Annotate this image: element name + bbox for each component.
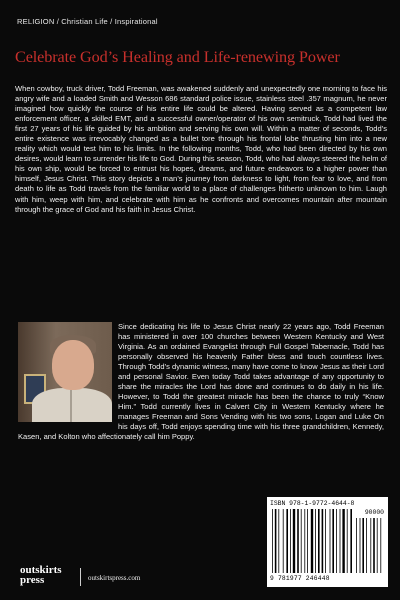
- author-bio-block: [18, 322, 384, 442]
- ean-digits: 9 781977 246448: [270, 575, 330, 582]
- publisher-logo-line1: outskirts: [20, 564, 62, 576]
- publisher-logo-line2: press: [20, 574, 45, 586]
- logo-divider: [80, 568, 81, 586]
- isbn-barcode: [267, 497, 388, 587]
- publisher-logo: [20, 565, 62, 586]
- publisher-website: outskirtspress.com: [88, 574, 141, 582]
- ean-barcode-bars: [272, 509, 352, 573]
- price-code: 90000: [364, 509, 384, 516]
- book-category: RELIGION / Christian Life / Inspirational: [17, 17, 158, 26]
- isbn-label: ISBN 978-1-9772-4644-8: [270, 500, 355, 507]
- author-bio: Since dedicating his life to Jesus Christ nearly 22 years ago, Todd Freeman has ministered in over 100 churches between Western Kentucky and West Virginia. As an ordained Evangelist through Full Gospel Tabernacle, Todd has personally observed his heavenly Father bless and touch countless lives. Through Todd’s dynamic witness, many have come to know Jesus as their Lord and personal Savior. Even today Todd takes advantage of any opportunity to share the miracles the Lord has done and continues to do daily in his life. However, to Todd the greatest miracle has been the chance to truly “Know Him.” Todd currently lives in Calvert City in Western Kentucky where he manages Freeman and Sons Vending with his two sons, Logan and Luke On his days off, Todd enjoys spending time with his three grandchildren, Kennedy, Kasen, and Kolton who affectionately call him Poppy.: [18, 322, 384, 441]
- book-synopsis: When cowboy, truck driver, Todd Freeman, was awakened suddenly and unexpectedly one morning to face his angry wife and a loaded Smith and Wesson 686 standard police issue, stainless steel .357 magnum, he never imagined how quickly the course of his entire life could be altered. Having served as a competent law enforcement officer, a skilled EMT, and a successful owner/operator of his own semitruck, Todd had lived the first 27 years of his life guided by his ambition and serving his own will. Within a matter of seconds, Todd’s entire existence was irrevocably changed as a bullet tore through his frontal lobe thrusting him into a new reality which would test him to his limits. In the following months, Todd, who had been directed by his own desires, would learn to surrender his life to God. During this season, Todd, who had always steered the helm of his own ship, would be forced to entrust his hopes, dreams, and future endeavors to a higher power than himself, Jesus Christ. This story depicts a man’s journey from darkness to light, from fear to love, and from death to life as Todd travels from the familiar world to a place of challenges hitherto unknown to him. Laugh with him, weep with him, and celebrate with him as he confronts and overcomes mountain after mountain through the grace of God and his faith in Jesus Christ.: [15, 84, 387, 214]
- addon-barcode-bars: [356, 518, 384, 573]
- book-headline: Celebrate God’s Healing and Life-renewing Power: [15, 48, 340, 66]
